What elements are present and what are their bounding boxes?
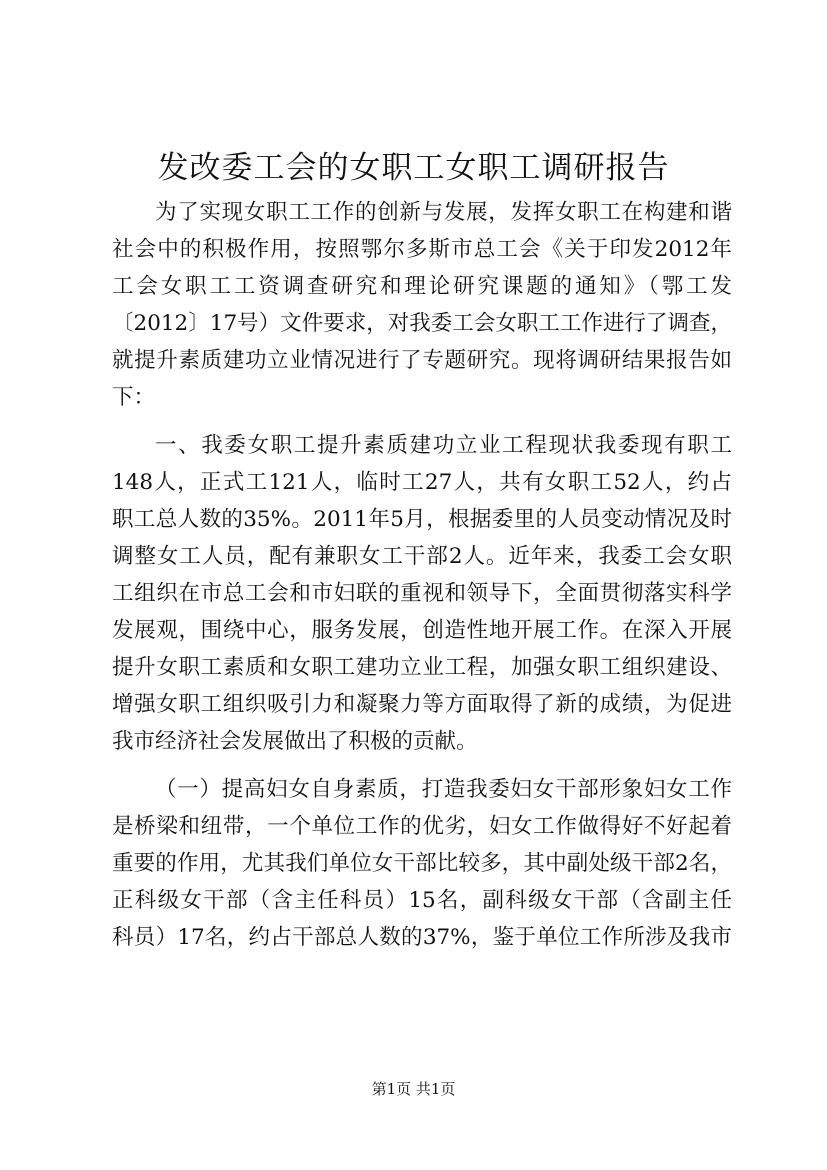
paragraph-line: 正科级女干部（含主任科员）15名，副科级女干部（含副主任 (112, 888, 732, 913)
paragraph-line: 是桥梁和纽带，一个单位工作的优劣，妇女工作做得好不好起着 (112, 814, 732, 839)
paragraph-line: 〔2012〕17号）文件要求，对我委工会女职工工作进行了调查， (112, 311, 732, 336)
paragraph-line: 下： (112, 385, 156, 410)
paragraph-line: 工组织在市总工会和市妇联的重视和领导下，全面贯彻落实科学 (112, 581, 732, 606)
document-title: 发改委工会的女职工女职工调研报告 (157, 150, 670, 186)
paragraph-line: 发展观，围绕中心，服务发展，创造性地开展工作。在深入开展 (112, 618, 732, 643)
paragraph-line: 增强女职工组织吸引力和凝聚力等方面取得了新的成绩，为促进 (112, 692, 732, 717)
paragraph-line: 为了实现女职工工作的创新与发展，发挥女职工在构建和谐 (155, 200, 732, 225)
paragraph-line: （一）提高妇女自身素质，打造我委妇女干部形象妇女工作 (155, 777, 732, 802)
page-number: 第1页 共1页 (371, 1080, 456, 1098)
paragraph-line: 就提升素质建功立业情况进行了专题研究。现将调研结果报告如 (112, 348, 732, 373)
paragraph-line: 工会女职工工资调查研究和理论研究课题的通知》（鄂工发 (112, 274, 732, 299)
paragraph-line: 社会中的积极作用，按照鄂尔多斯市总工会《关于印发2012年 (112, 237, 732, 262)
paragraph-line: 重要的作用，尤其我们单位女干部比较多，其中副处级干部2名， (112, 851, 732, 876)
paragraph-line: 一、我委女职工提升素质建功立业工程现状我委现有职工 (155, 433, 732, 458)
paragraph-line: 科员）17名，约占干部总人数的37%，鉴于单位工作所涉及我市 (112, 925, 732, 950)
paragraph-line: 我市经济社会发展做出了积极的贡献。 (112, 729, 478, 754)
paragraph-line: 调整女工人员，配有兼职女工干部2人。近年来，我委工会女职 (112, 544, 732, 569)
paragraph-line: 提升女职工素质和女职工建功立业工程，加强女职工组织建设、 (112, 655, 732, 680)
paragraph-line: 148人，正式工121人，临时工27人，共有女职工52人，约占 (112, 470, 732, 495)
paragraph-line: 职工总人数的35%。2011年5月，根据委里的人员变动情况及时 (112, 507, 732, 532)
